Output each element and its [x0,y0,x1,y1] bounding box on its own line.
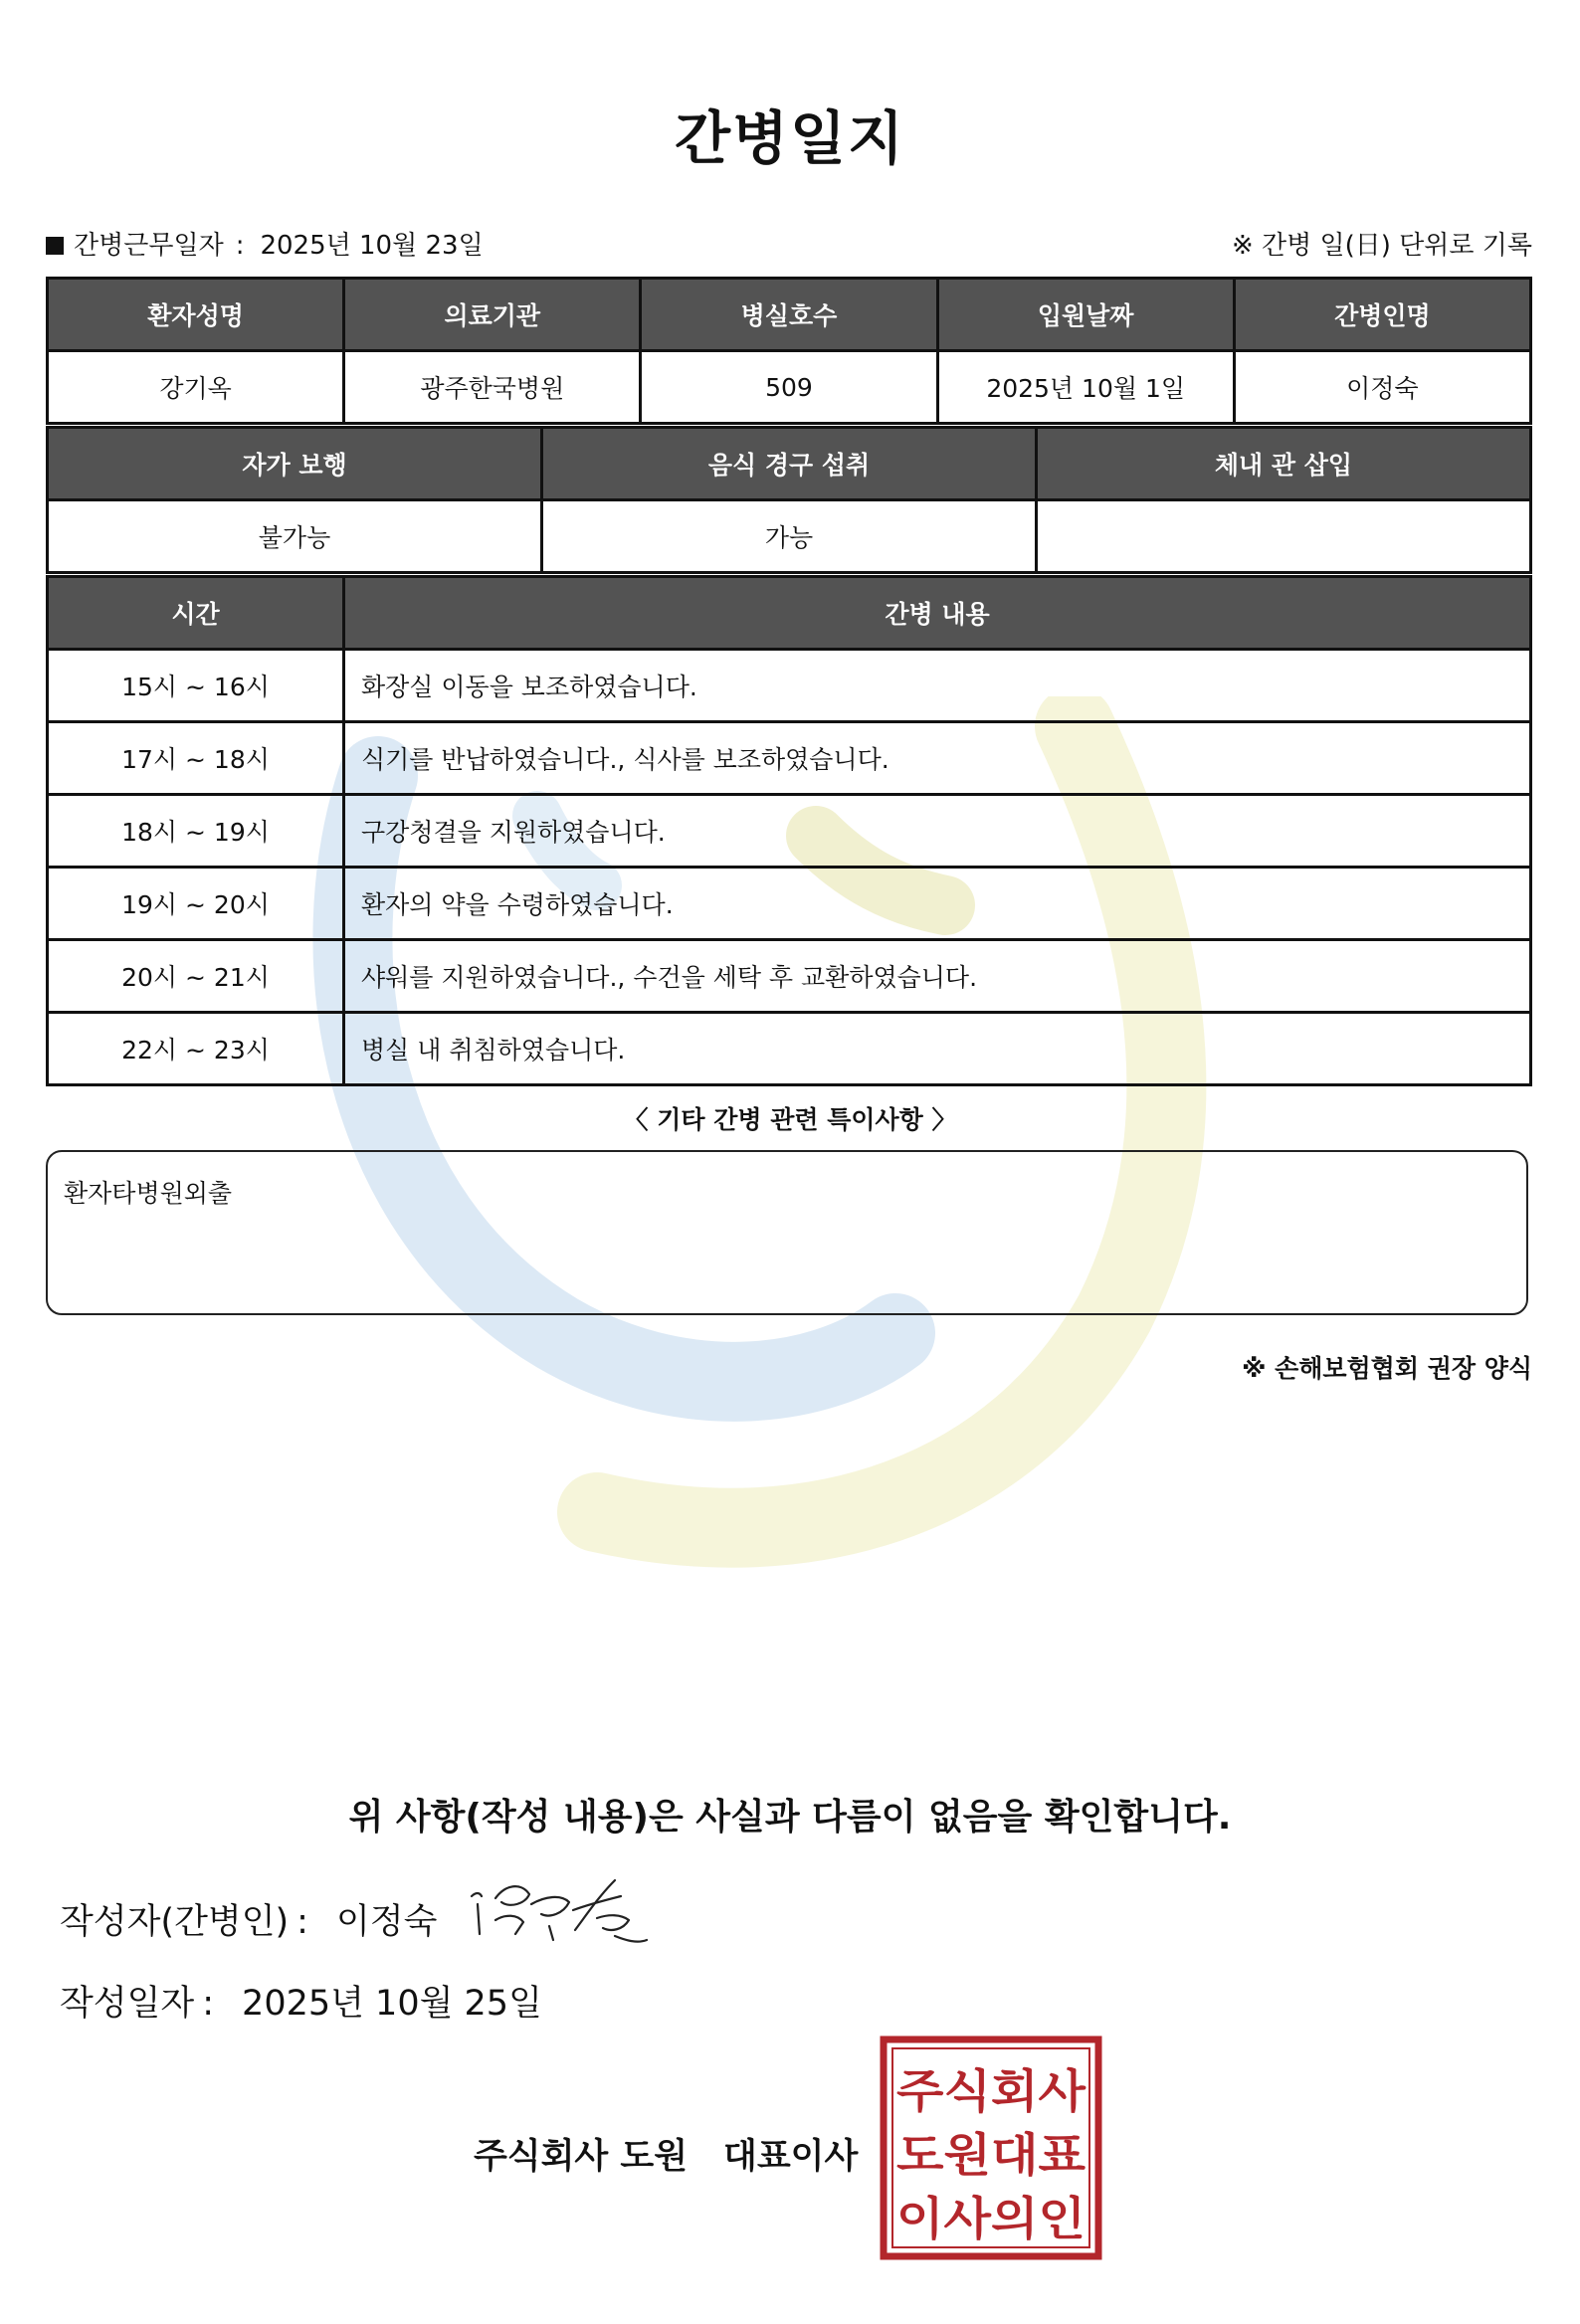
log-time: 18시 ~ 19시 [48,795,344,868]
care-date-line [46,225,484,262]
caregiver-name: 이정숙 [1234,351,1530,424]
table-row [48,868,1531,940]
notes-title: 〈 기타 간병 관련 특이사항 〉 [623,1105,957,1134]
writer-line [60,1894,437,1944]
written-date-line [60,1976,542,2026]
header-caregiver-name: 간병인명 [1234,279,1530,351]
header-patient-name: 환자성명 [48,279,344,351]
hospital-name: 광주한국병원 [344,351,641,424]
table-row [48,940,1531,1013]
tube-insertion-value [1037,500,1531,573]
company-name: 주식회사 도원 [474,2137,689,2177]
log-content: 구강청결을 지원하였습니다. [344,795,1531,868]
log-content: 식기를 반납하였습니다., 식사를 보조하였습니다. [344,722,1531,795]
header-self-walking: 자가 보행 [48,428,542,500]
log-time: 15시 ~ 16시 [48,650,344,722]
care-log-header-row [48,577,1531,650]
admission-date: 2025년 10월 1일 [937,351,1234,424]
log-time: 20시 ~ 21시 [48,940,344,1013]
patient-status-table [46,426,1532,574]
company-signature-line [474,2129,858,2179]
record-unit-note: ※ 간병 일(日) 단위로 기록 [1231,231,1532,261]
log-content: 환자의 약을 수령하였습니다. [344,868,1531,940]
svg-text:이사의인: 이사의인 [896,2192,1086,2245]
confirmation-statement: 위 사항(작성 내용)은 사실과 다름이 없음을 확인합니다. [348,1797,1232,1838]
special-notes-box [46,1150,1528,1315]
form-source-note: ※ 손해보험협회 권장 양식 [1242,1354,1532,1383]
log-content: 화장실 이동을 보조하였습니다. [344,650,1531,722]
log-time: 22시 ~ 23시 [48,1013,344,1085]
log-time: 19시 ~ 20시 [48,868,344,940]
log-content: 병실 내 취침하였습니다. [344,1013,1531,1085]
log-time: 17시 ~ 18시 [48,722,344,795]
writer-name: 이정숙 [335,1902,438,1942]
patient-info-value-row [48,351,1531,424]
handwritten-signature [466,1874,655,1960]
written-date-colon: : [202,1984,215,2024]
care-date-value: 2025년 10월 23일 [260,231,484,261]
table-row [48,1013,1531,1085]
header-hospital: 의료기관 [344,279,641,351]
svg-text:도원대표: 도원대표 [896,2128,1086,2182]
patient-status-header-row [48,428,1531,500]
header-care-content: 간병 내용 [344,577,1531,650]
patient-name: 강기옥 [48,351,344,424]
header-room-number: 병실호수 [641,279,937,351]
square-bullet-icon [46,237,64,255]
table-row [48,795,1531,868]
company-title: 대표이사 [723,2137,859,2177]
header-time: 시간 [48,577,344,650]
header-admission-date: 입원날짜 [937,279,1234,351]
company-seal-stamp [880,2035,1102,2260]
care-date-colon: : [235,231,245,261]
writer-label: 작성자(간병인) [60,1902,290,1942]
oral-intake-value: 가능 [542,500,1037,573]
written-date-label: 작성일자 [60,1984,195,2024]
table-row [48,722,1531,795]
care-date-label: 간병근무일자 [74,231,224,261]
care-log-table [46,575,1532,1086]
patient-status-value-row [48,500,1531,573]
header-oral-intake: 음식 경구 섭취 [542,428,1037,500]
written-date-value: 2025년 10월 25일 [242,1984,542,2024]
table-row [48,650,1531,722]
patient-info-table [46,277,1532,425]
log-content: 샤워를 지원하였습니다., 수건을 세탁 후 교환하였습니다. [344,940,1531,1013]
header-tube-insertion: 체내 관 삽입 [1037,428,1531,500]
document-title: 간병일지 [674,104,906,172]
svg-text:주식회사: 주식회사 [896,2064,1086,2118]
patient-info-header-row [48,279,1531,351]
writer-colon: : [296,1902,308,1942]
special-notes-text: 환자타병원외출 [64,1179,233,1208]
self-walking-value: 불가능 [48,500,542,573]
room-number: 509 [641,351,937,424]
